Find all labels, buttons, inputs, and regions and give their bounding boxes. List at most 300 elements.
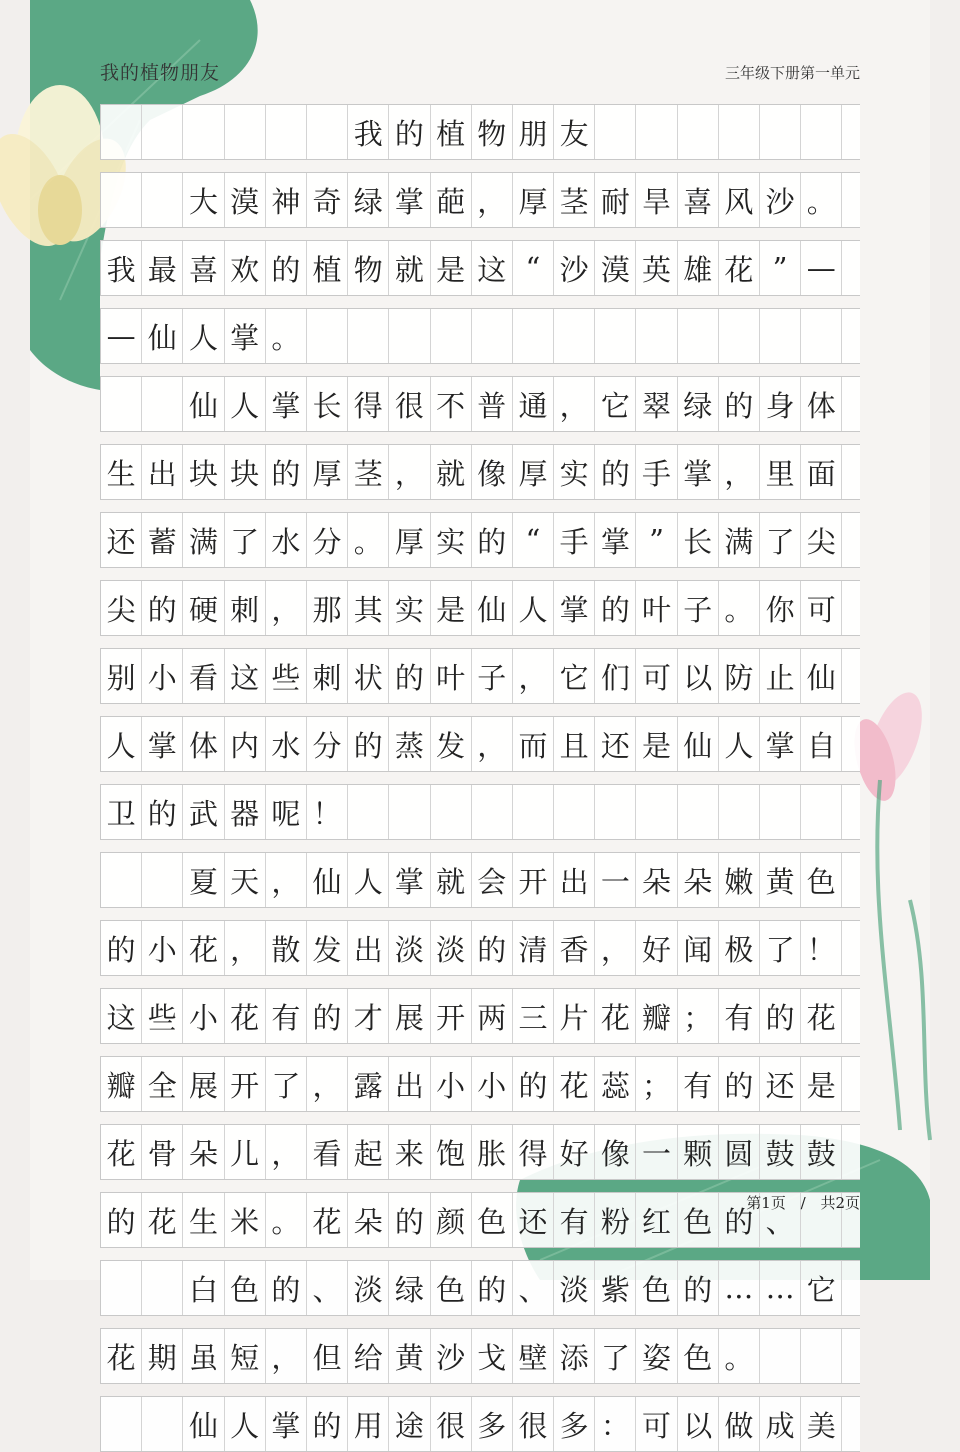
grid-cell: 沙 <box>431 1329 472 1383</box>
grid-row <box>100 784 860 840</box>
grid-cell: 呢 <box>266 785 307 839</box>
grid-cell: 器 <box>225 785 266 839</box>
grid-cell: 开 <box>431 989 472 1043</box>
grid-cell <box>142 105 183 159</box>
grid-cell: 花 <box>142 1193 183 1247</box>
grid-row <box>100 648 860 704</box>
grid-cell: 花 <box>554 1057 595 1111</box>
grid-cell <box>719 785 760 839</box>
grid-cell <box>554 309 595 363</box>
grid-cell: 实 <box>554 445 595 499</box>
grid-cell: 内 <box>225 717 266 771</box>
grid-cell <box>101 105 142 159</box>
grid-cell: 是 <box>636 717 677 771</box>
grid-cell: 很 <box>513 1397 554 1451</box>
grid-cell: 且 <box>554 717 595 771</box>
grid-cell <box>513 785 554 839</box>
grid-cell: 它 <box>554 649 595 703</box>
grid-cell: 很 <box>431 1397 472 1451</box>
grid-cell: 花 <box>101 1125 142 1179</box>
grid-cell: 鼓 <box>801 1125 842 1179</box>
grid-cell <box>101 377 142 431</box>
grid-cell <box>801 105 842 159</box>
grid-cell: 色 <box>801 853 842 907</box>
grid-cell: 漠 <box>595 241 636 295</box>
grid-cell <box>719 105 760 159</box>
grid-row <box>100 1328 860 1384</box>
grid-cell: 极 <box>719 921 760 975</box>
grid-cell: 露 <box>348 1057 389 1111</box>
grid-row <box>100 512 860 568</box>
grid-row <box>100 172 860 228</box>
grid-cell: 出 <box>142 445 183 499</box>
grid-cell: 紫 <box>595 1261 636 1315</box>
grid-cell: 人 <box>101 717 142 771</box>
grid-cell: 友 <box>554 105 595 159</box>
grid-cell: 。 <box>719 1329 760 1383</box>
grid-cell: 添 <box>554 1329 595 1383</box>
grid-cell: 圆 <box>719 1125 760 1179</box>
grid-cell <box>760 105 801 159</box>
grid-cell: 的 <box>266 1261 307 1315</box>
grid-cell: 嫩 <box>719 853 760 907</box>
grid-cell: ， <box>266 581 307 635</box>
grid-cell: 好 <box>554 1125 595 1179</box>
grid-row <box>100 376 860 432</box>
grid-cell: 得 <box>348 377 389 431</box>
grid-row <box>100 1396 860 1452</box>
grid-cell: 花 <box>801 989 842 1043</box>
grid-cell: ， <box>266 1125 307 1179</box>
grid-cell <box>760 309 801 363</box>
grid-cell: 蕊 <box>595 1057 636 1111</box>
grid-cell: 别 <box>101 649 142 703</box>
grid-cell: 。 <box>266 1193 307 1247</box>
grid-cell: 可 <box>801 581 842 635</box>
grid-cell: 了 <box>595 1329 636 1383</box>
grid-cell: 通 <box>513 377 554 431</box>
grid-cell: 最 <box>142 241 183 295</box>
grid-cell: 多 <box>472 1397 513 1451</box>
grid-cell: 小 <box>183 989 224 1043</box>
grid-cell <box>348 309 389 363</box>
grid-cell: 清 <box>513 921 554 975</box>
grid-cell: 看 <box>307 1125 348 1179</box>
grid-cell: ， <box>389 445 430 499</box>
grid-cell: ， <box>472 173 513 227</box>
grid-cell: 掌 <box>389 853 430 907</box>
grid-cell: 是 <box>431 241 472 295</box>
grid-cell: 掌 <box>266 1397 307 1451</box>
grid-cell: 朵 <box>183 1125 224 1179</box>
grid-cell: 。 <box>348 513 389 567</box>
grid-cell: 旱 <box>636 173 677 227</box>
grid-cell: 的 <box>389 649 430 703</box>
grid-cell: 的 <box>266 445 307 499</box>
grid-cell: 颗 <box>678 1125 719 1179</box>
grid-cell: ！ <box>801 921 842 975</box>
grid-cell: 淡 <box>554 1261 595 1315</box>
grid-row <box>100 580 860 636</box>
grid-cell <box>678 309 719 363</box>
grid-cell: 大 <box>183 173 224 227</box>
grid-cell: 淡 <box>431 921 472 975</box>
grid-cell: 我 <box>101 241 142 295</box>
grid-cell: 朵 <box>348 1193 389 1247</box>
page-current: 第1页 <box>746 1194 786 1212</box>
grid-cell: 葩 <box>431 173 472 227</box>
grid-cell: 止 <box>760 649 801 703</box>
page-total: 共2页 <box>820 1194 860 1212</box>
grid-cell: 人 <box>513 581 554 635</box>
grid-cell: 、 <box>513 1261 554 1315</box>
grid-cell: 给 <box>348 1329 389 1383</box>
grid-cell: 神 <box>266 173 307 227</box>
grid-cell: ； <box>678 989 719 1043</box>
grid-cell: 的 <box>348 717 389 771</box>
grid-cell: 壁 <box>513 1329 554 1383</box>
grid-cell: 了 <box>760 921 801 975</box>
writing-grid <box>100 104 860 1452</box>
grid-cell: 的 <box>307 1397 348 1451</box>
grid-cell: 蓄 <box>142 513 183 567</box>
grid-cell: 三 <box>513 989 554 1043</box>
grid-cell: 白 <box>183 1261 224 1315</box>
grid-cell: 人 <box>719 717 760 771</box>
grid-cell: 这 <box>101 989 142 1043</box>
grid-cell: 。 <box>801 173 842 227</box>
grid-cell: 茎 <box>348 445 389 499</box>
grid-cell: 看 <box>183 649 224 703</box>
grid-cell: 长 <box>678 513 719 567</box>
grid-cell <box>678 785 719 839</box>
grid-cell: 的 <box>513 1057 554 1111</box>
grid-cell: 朵 <box>636 853 677 907</box>
grid-cell: 还 <box>760 1057 801 1111</box>
grid-row <box>100 852 860 908</box>
grid-cell: 普 <box>472 377 513 431</box>
grid-cell: 可 <box>636 649 677 703</box>
grid-cell: … <box>760 1261 801 1315</box>
grid-cell: 仙 <box>183 377 224 431</box>
grid-cell: ， <box>595 921 636 975</box>
grid-cell: 绿 <box>678 377 719 431</box>
grid-cell: 的 <box>760 989 801 1043</box>
grid-cell: 这 <box>472 241 513 295</box>
grid-cell: 我 <box>348 105 389 159</box>
grid-cell <box>183 105 224 159</box>
grid-cell: 的 <box>472 513 513 567</box>
grid-cell <box>101 853 142 907</box>
grid-cell: ， <box>554 377 595 431</box>
grid-cell <box>307 309 348 363</box>
grid-cell: 像 <box>472 445 513 499</box>
grid-cell: ， <box>472 717 513 771</box>
grid-cell: 掌 <box>225 309 266 363</box>
grid-cell: 的 <box>595 445 636 499</box>
grid-cell: 会 <box>472 853 513 907</box>
grid-cell <box>513 309 554 363</box>
grid-cell: 虽 <box>183 1329 224 1383</box>
grid-cell: 厚 <box>513 173 554 227</box>
grid-cell: ， <box>307 1057 348 1111</box>
grid-cell <box>554 785 595 839</box>
grid-cell: 很 <box>389 377 430 431</box>
grid-cell: 饱 <box>431 1125 472 1179</box>
grid-cell: 实 <box>389 581 430 635</box>
grid-cell: 你 <box>760 581 801 635</box>
grid-cell: 掌 <box>760 717 801 771</box>
grid-cell: — <box>801 241 842 295</box>
grid-cell: 黄 <box>760 853 801 907</box>
grid-cell <box>801 785 842 839</box>
grid-cell <box>801 1329 842 1383</box>
grid-cell: 、 <box>760 1193 801 1247</box>
grid-row <box>100 1056 860 1112</box>
grid-cell <box>801 309 842 363</box>
grid-cell: 仙 <box>183 1397 224 1451</box>
grid-cell: 花 <box>595 989 636 1043</box>
grid-cell: 仙 <box>678 717 719 771</box>
grid-cell: ， <box>266 853 307 907</box>
grid-cell <box>142 1261 183 1315</box>
grid-cell <box>636 105 677 159</box>
grid-cell: 戈 <box>472 1329 513 1383</box>
grid-cell: 展 <box>389 989 430 1043</box>
grid-cell: 的 <box>719 377 760 431</box>
grid-row <box>100 104 860 160</box>
grid-cell: 子 <box>472 649 513 703</box>
grid-cell: 的 <box>389 1193 430 1247</box>
grid-cell: 满 <box>183 513 224 567</box>
grid-cell: 颜 <box>431 1193 472 1247</box>
grid-cell: 有 <box>554 1193 595 1247</box>
grid-cell: 尖 <box>101 581 142 635</box>
grid-cell: 子 <box>678 581 719 635</box>
grid-cell: 分 <box>307 513 348 567</box>
grid-cell: 好 <box>636 921 677 975</box>
grid-cell: 仙 <box>307 853 348 907</box>
grid-cell: 儿 <box>225 1125 266 1179</box>
grid-cell: 体 <box>183 717 224 771</box>
grid-cell <box>101 173 142 227</box>
grid-cell: 它 <box>801 1261 842 1315</box>
grid-cell: 仙 <box>472 581 513 635</box>
grid-cell: 植 <box>431 105 472 159</box>
grid-cell: 满 <box>719 513 760 567</box>
grid-cell <box>472 785 513 839</box>
grid-cell: 块 <box>183 445 224 499</box>
grid-cell: 植 <box>307 241 348 295</box>
grid-cell <box>307 105 348 159</box>
grid-cell: 短 <box>225 1329 266 1383</box>
grid-cell: 其 <box>348 581 389 635</box>
grid-cell: 漠 <box>225 173 266 227</box>
grid-cell: 的 <box>142 785 183 839</box>
grid-cell: 发 <box>431 717 472 771</box>
grid-cell: 起 <box>348 1125 389 1179</box>
grid-cell: “ <box>513 513 554 567</box>
grid-cell: 英 <box>636 241 677 295</box>
grid-cell: 还 <box>101 513 142 567</box>
grid-cell: 花 <box>183 921 224 975</box>
grid-cell: 长 <box>307 377 348 431</box>
grid-cell: 片 <box>554 989 595 1043</box>
grid-cell: 一 <box>595 853 636 907</box>
grid-cell: 花 <box>719 241 760 295</box>
grid-cell <box>678 105 719 159</box>
grid-cell: 有 <box>719 989 760 1043</box>
grid-cell: 鼓 <box>760 1125 801 1179</box>
grid-row <box>100 240 860 296</box>
grid-cell: 了 <box>760 513 801 567</box>
grid-cell: 耐 <box>595 173 636 227</box>
grid-cell: 成 <box>760 1397 801 1451</box>
grid-cell: 体 <box>801 377 842 431</box>
grid-cell: 做 <box>719 1397 760 1451</box>
grid-cell <box>595 105 636 159</box>
grid-cell: 淡 <box>348 1261 389 1315</box>
grid-cell: 翠 <box>636 377 677 431</box>
header-title: 我的植物朋友 <box>100 62 221 84</box>
grid-cell: 两 <box>472 989 513 1043</box>
grid-row <box>100 920 860 976</box>
grid-cell: 仙 <box>142 309 183 363</box>
grid-cell: 分 <box>307 717 348 771</box>
grid-cell: 的 <box>101 921 142 975</box>
grid-cell <box>431 785 472 839</box>
header-unit: 三年级下册第一单元 <box>724 64 860 82</box>
grid-cell: 沙 <box>554 241 595 295</box>
grid-cell: 物 <box>348 241 389 295</box>
grid-cell: 胀 <box>472 1125 513 1179</box>
grid-cell: 色 <box>472 1193 513 1247</box>
grid-cell: 掌 <box>266 377 307 431</box>
grid-cell: 小 <box>431 1057 472 1111</box>
grid-cell: 人 <box>225 1397 266 1451</box>
grid-cell: 些 <box>266 649 307 703</box>
grid-cell: 期 <box>142 1329 183 1383</box>
grid-cell: 掌 <box>678 445 719 499</box>
grid-cell <box>431 309 472 363</box>
grid-cell: 掌 <box>389 173 430 227</box>
grid-cell <box>142 1397 183 1451</box>
grid-cell: 朋 <box>513 105 554 159</box>
grid-cell: 里 <box>760 445 801 499</box>
page-indicator <box>746 1192 860 1213</box>
grid-cell <box>101 1261 142 1315</box>
grid-row <box>100 988 860 1044</box>
grid-cell: 些 <box>142 989 183 1043</box>
grid-cell: 厚 <box>307 445 348 499</box>
grid-row <box>100 308 860 364</box>
grid-cell <box>142 377 183 431</box>
grid-cell: 状 <box>348 649 389 703</box>
grid-cell: 色 <box>678 1193 719 1247</box>
grid-cell <box>225 105 266 159</box>
grid-cell: 来 <box>389 1125 430 1179</box>
grid-cell: 而 <box>513 717 554 771</box>
grid-cell: 喜 <box>678 173 719 227</box>
grid-cell: … <box>719 1261 760 1315</box>
grid-cell: 奇 <box>307 173 348 227</box>
grid-cell: 才 <box>348 989 389 1043</box>
grid-cell: 就 <box>431 853 472 907</box>
grid-cell: 武 <box>183 785 224 839</box>
grid-cell: 风 <box>719 173 760 227</box>
grid-cell: 它 <box>595 377 636 431</box>
grid-cell: ： <box>595 1397 636 1451</box>
grid-row <box>100 1124 860 1180</box>
grid-cell: 的 <box>719 1193 760 1247</box>
grid-cell: 花 <box>307 1193 348 1247</box>
grid-cell: “ <box>513 241 554 295</box>
grid-cell: 出 <box>348 921 389 975</box>
grid-cell: 自 <box>801 717 842 771</box>
grid-cell: 面 <box>801 445 842 499</box>
grid-cell: 叶 <box>636 581 677 635</box>
grid-cell: 人 <box>348 853 389 907</box>
grid-cell: 这 <box>225 649 266 703</box>
grid-cell: 喜 <box>183 241 224 295</box>
grid-cell: 途 <box>389 1397 430 1451</box>
grid-cell: ！ <box>307 785 348 839</box>
grid-cell: 水 <box>266 513 307 567</box>
grid-cell: 生 <box>183 1193 224 1247</box>
grid-cell: 姿 <box>636 1329 677 1383</box>
grid-cell: 块 <box>225 445 266 499</box>
grid-cell: 的 <box>266 241 307 295</box>
grid-cell: 散 <box>266 921 307 975</box>
grid-cell: 仙 <box>801 649 842 703</box>
grid-cell: 。 <box>266 309 307 363</box>
grid-cell: ” <box>636 513 677 567</box>
grid-cell: ， <box>719 445 760 499</box>
grid-cell: ， <box>266 1329 307 1383</box>
grid-cell: 有 <box>678 1057 719 1111</box>
grid-cell: — <box>101 309 142 363</box>
grid-cell: 朵 <box>678 853 719 907</box>
grid-cell: 黄 <box>389 1329 430 1383</box>
grid-cell: 色 <box>678 1329 719 1383</box>
grid-cell <box>348 785 389 839</box>
grid-cell: 掌 <box>554 581 595 635</box>
grid-cell: 出 <box>389 1057 430 1111</box>
grid-cell: 淡 <box>389 921 430 975</box>
grid-cell: 用 <box>348 1397 389 1451</box>
grid-cell: 绿 <box>389 1261 430 1315</box>
grid-cell: 人 <box>183 309 224 363</box>
grid-cell: 就 <box>389 241 430 295</box>
grid-cell: 的 <box>472 921 513 975</box>
grid-cell: 了 <box>225 513 266 567</box>
grid-cell: 可 <box>636 1397 677 1451</box>
grid-cell: 色 <box>225 1261 266 1315</box>
grid-cell: 的 <box>678 1261 719 1315</box>
grid-cell <box>719 309 760 363</box>
grid-cell: ； <box>636 1057 677 1111</box>
grid-cell <box>472 309 513 363</box>
grid-cell <box>595 309 636 363</box>
grid-cell: 卫 <box>101 785 142 839</box>
grid-cell: 小 <box>142 649 183 703</box>
grid-cell: 但 <box>307 1329 348 1383</box>
grid-cell <box>636 309 677 363</box>
grid-cell: 水 <box>266 717 307 771</box>
grid-cell: 花 <box>101 1329 142 1383</box>
grid-cell: 沙 <box>760 173 801 227</box>
grid-cell: 红 <box>636 1193 677 1247</box>
